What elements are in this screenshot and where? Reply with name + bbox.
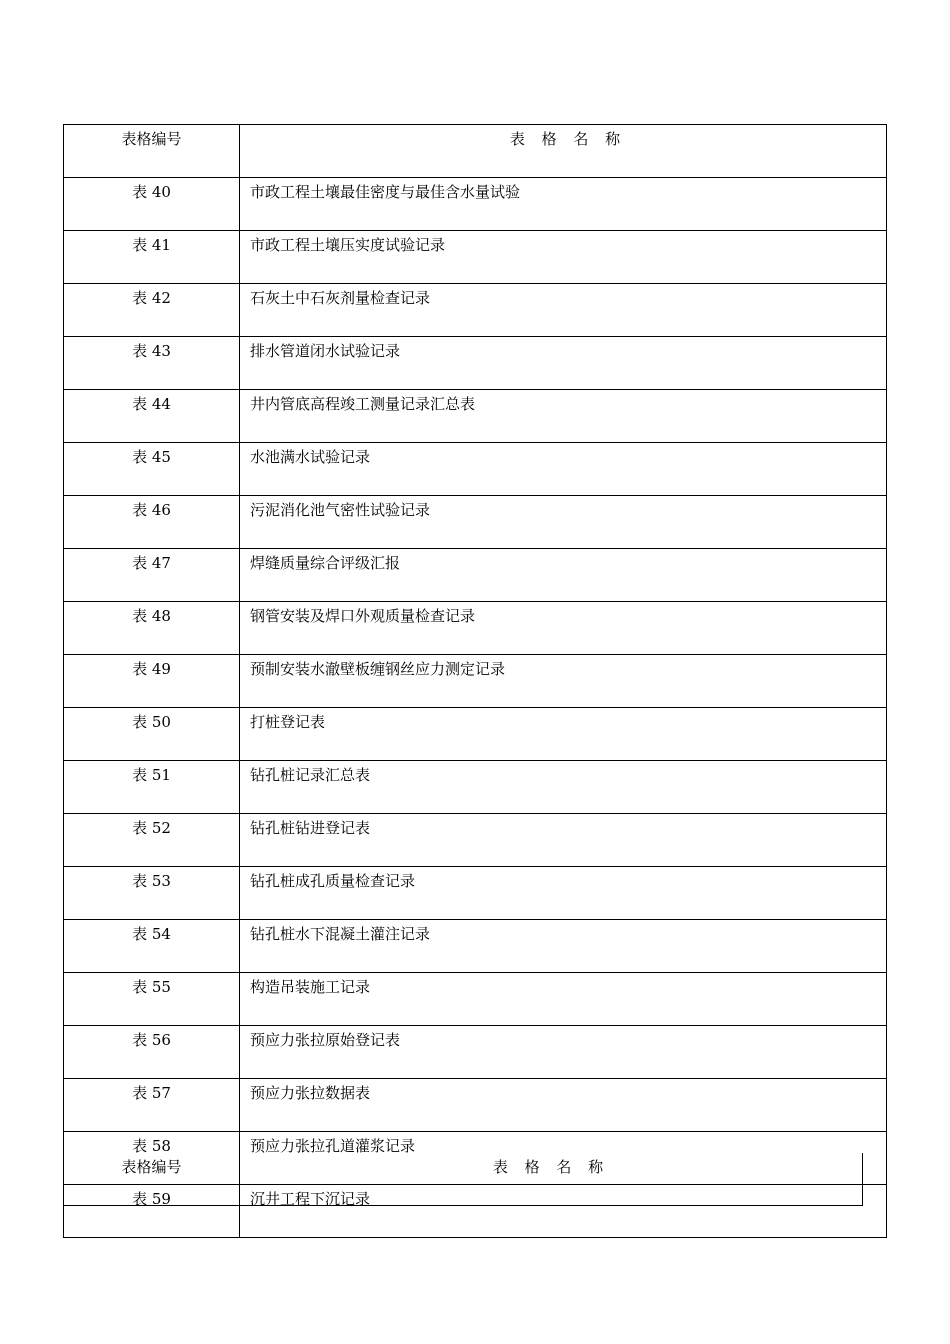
row-name: 焊缝质量综合评级汇报 xyxy=(240,549,887,602)
table-header-row xyxy=(64,1153,863,1206)
row-name: 市政工程土壤压实度试验记录 xyxy=(240,231,887,284)
row-name: 构造吊装施工记录 xyxy=(240,973,887,1026)
row-code: 表 41 xyxy=(64,231,240,284)
row-name: 打桩登记表 xyxy=(240,708,887,761)
row-name: 预应力张拉原始登记表 xyxy=(240,1026,887,1079)
row-code: 表 53 xyxy=(64,867,240,920)
row-name: 污泥消化池气密性试验记录 xyxy=(240,496,887,549)
table-row xyxy=(64,390,887,443)
row-code: 表 47 xyxy=(64,549,240,602)
row-code: 表 59 xyxy=(64,1185,240,1238)
table-row xyxy=(64,655,887,708)
form-index-table xyxy=(63,124,887,1238)
table-row xyxy=(64,814,887,867)
table-row xyxy=(64,496,887,549)
row-code: 表 44 xyxy=(64,390,240,443)
row-code: 表 49 xyxy=(64,655,240,708)
row-name: 井内管底高程竣工测量记录汇总表 xyxy=(240,390,887,443)
table-header-row xyxy=(64,125,887,178)
table-row xyxy=(64,337,887,390)
row-code: 表 45 xyxy=(64,443,240,496)
table-row xyxy=(64,602,887,655)
header-name-cell: 表 格 名 称 xyxy=(240,1153,863,1206)
row-code: 表 55 xyxy=(64,973,240,1026)
row-code: 表 48 xyxy=(64,602,240,655)
table-row xyxy=(64,867,887,920)
row-name: 预制安装水澈壁板缠钢丝应力测定记录 xyxy=(240,655,887,708)
row-name: 钻孔桩钻进登记表 xyxy=(240,814,887,867)
row-code: 表 56 xyxy=(64,1026,240,1079)
table-row xyxy=(64,284,887,337)
row-code: 表 43 xyxy=(64,337,240,390)
table-row xyxy=(64,231,887,284)
table-row xyxy=(64,178,887,231)
row-code: 表 52 xyxy=(64,814,240,867)
table-row xyxy=(64,443,887,496)
row-code: 表 51 xyxy=(64,761,240,814)
table-row xyxy=(64,920,887,973)
row-name: 排水管道闭水试验记录 xyxy=(240,337,887,390)
row-code: 表 54 xyxy=(64,920,240,973)
row-name: 水池满水试验记录 xyxy=(240,443,887,496)
table-row xyxy=(64,549,887,602)
row-code: 表 46 xyxy=(64,496,240,549)
table-row xyxy=(64,708,887,761)
row-name: 市政工程土壤最佳密度与最佳含水量试验 xyxy=(240,178,887,231)
row-name: 预应力张拉孔道灌浆记录 xyxy=(240,1132,887,1185)
row-name: 钢管安装及焊口外观质量检查记录 xyxy=(240,602,887,655)
table-row xyxy=(64,973,887,1026)
row-name: 石灰土中石灰剂量检查记录 xyxy=(240,284,887,337)
row-code: 表 40 xyxy=(64,178,240,231)
row-name: 钻孔桩记录汇总表 xyxy=(240,761,887,814)
row-code: 表 42 xyxy=(64,284,240,337)
table-row xyxy=(64,1079,887,1132)
row-code: 表 58 xyxy=(64,1132,240,1185)
header-name-cell: 表 格 名 称 xyxy=(240,125,887,178)
row-code: 表 57 xyxy=(64,1079,240,1132)
row-code: 表 50 xyxy=(64,708,240,761)
row-name: 钻孔桩成孔质量检查记录 xyxy=(240,867,887,920)
row-name: 沉井工程下沉记录 xyxy=(240,1185,887,1238)
table-row xyxy=(64,761,887,814)
continuation-header-table xyxy=(63,1153,863,1206)
row-name: 钻孔桩水下混凝土灌注记录 xyxy=(240,920,887,973)
header-code-cell: 表格编号 xyxy=(64,1153,240,1206)
table-row xyxy=(64,1026,887,1079)
row-name: 预应力张拉数据表 xyxy=(240,1079,887,1132)
header-code-cell: 表格编号 xyxy=(64,125,240,178)
